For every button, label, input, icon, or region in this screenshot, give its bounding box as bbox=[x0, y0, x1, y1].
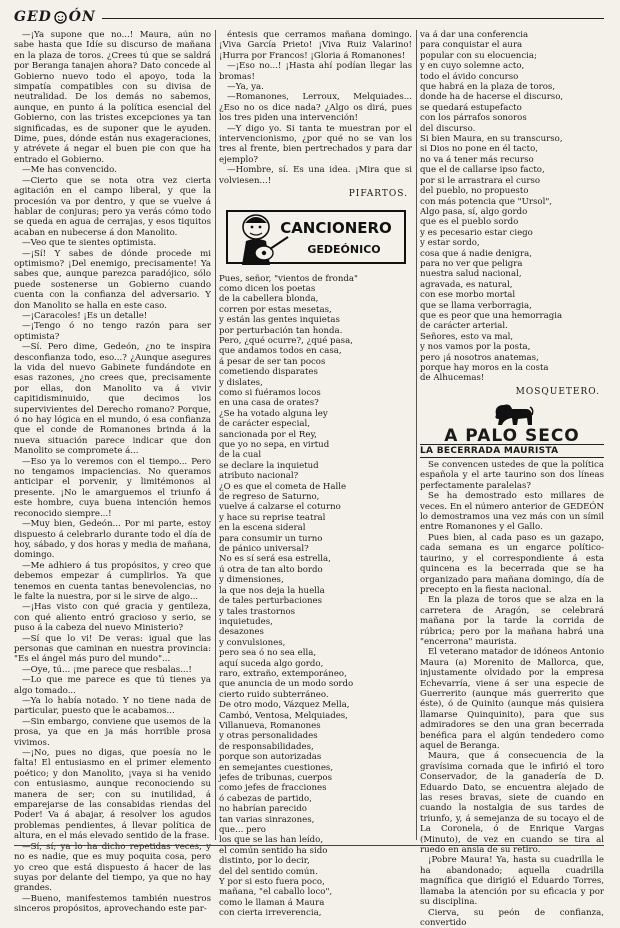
paragraph: —Sí, sí; ya lo ha dicho repetidas veces, y no es nadie, que es muy poquita cosa, pero yo creo que está dispuesto á hacer de las suyas por delante del tiempo, ya que no hay grandes. bbox=[14, 842, 211, 894]
poem-line: pero sea ó no sea ella, bbox=[219, 648, 412, 658]
poem-line: y dislates, bbox=[219, 378, 412, 388]
poem-line: con más potencia que "Ursol", bbox=[420, 197, 604, 207]
poem-line: con los párrafos sonoros bbox=[420, 113, 604, 123]
masthead-face-icon bbox=[54, 11, 67, 24]
paragraph: —¡Tengo ó no tengo razón para ser optimista? bbox=[14, 321, 211, 342]
poem-line: raro, extraño, extemporáneo, bbox=[219, 669, 412, 679]
paragraph: —Lo que me parece es que tú tienes ya algo tomado... bbox=[14, 675, 211, 696]
poem-line: en la escena sideral bbox=[219, 523, 412, 533]
poem-line: y dimensiones, bbox=[219, 575, 412, 585]
paragraph: Se convencen ustedes de que la política española y el arte taurino son dos líneas perfectamente paralelas? bbox=[420, 460, 604, 491]
paragraph: El veterano matador de idóneos Antonio Maura (a) Morenito de Mallorca, que, injustamente olvidado por la empresa Echevarría, viene á ser una especie de Guerrerito (aunque más guerrerito que éste), ó de Quinito (aunque más quisiera llamarse Quinquinito), para que sus admiradores se den una gran becerrada benéfica para el algún tendedero como aquel de Beranga. bbox=[420, 647, 604, 751]
masthead-logo bbox=[14, 9, 96, 25]
section-headline: A PALO SECO bbox=[420, 431, 604, 441]
poem-line: que habrá en la plaza de toros, bbox=[420, 82, 604, 92]
poem-line: corren por estas mesetas, bbox=[219, 305, 412, 315]
poem-line: todo el ávido concurso bbox=[420, 72, 604, 82]
bottom-rule bbox=[14, 845, 604, 846]
poem-line: vuelve á calzarse el coturno bbox=[219, 502, 412, 512]
poem-line: inquietudes, bbox=[219, 617, 412, 627]
poem-line: que es peor que una hemorragia bbox=[420, 311, 604, 321]
poem-line: Y por si esto fuera poco, bbox=[219, 877, 412, 887]
poem-line: que... pero bbox=[219, 825, 412, 835]
poem-line: agravada, es natural, bbox=[420, 280, 604, 290]
poem-line: que andamos todos en casa, bbox=[219, 346, 412, 356]
column-left bbox=[14, 30, 211, 846]
poem-continued bbox=[420, 30, 604, 384]
poem-line: Señores, esto va mal, bbox=[420, 332, 604, 342]
poem-line: como dicen los poetas bbox=[219, 284, 412, 294]
poem-line: para consumir un turno bbox=[219, 534, 412, 544]
poem-line: y estar sordo, bbox=[420, 238, 604, 248]
poem-line: del discurso. bbox=[420, 124, 604, 134]
poem-line: con cierta irreverencia, bbox=[219, 908, 412, 918]
poem-line: atributo nacional? bbox=[219, 471, 412, 481]
poem-line: Cambó, Ventosa, Melquiades, bbox=[219, 711, 412, 721]
paragraph: —Sin embargo, conviene que usemos de la prosa, ya que en ja más horrible prosa vivimos. bbox=[14, 717, 211, 748]
paragraph: —Veo que te sientes optimista. bbox=[14, 238, 211, 248]
poem-line: que el de callarse ipso facto, bbox=[420, 165, 604, 175]
poem-line: de la cual bbox=[219, 450, 412, 460]
column-middle bbox=[219, 30, 412, 846]
paragraph: —Y digo yo. Si tanta te muestran por el intervencionismo, ¿por qué no se van los tres al frente, bien pertrechados y para dar ejemplo? bbox=[219, 124, 412, 166]
poem-line: no va á tener más recurso bbox=[420, 155, 604, 165]
paragraph: éntesis que cerramos mañana domingo. ¡Viva García Prieto! ¡Viva Ruiz Valarino! ¡Hurra por Francos! ¡Gloria á Romanones! bbox=[219, 30, 412, 61]
paragraph: Pues bien, al cada paso es un gazapo, cada semana es un engarce político-taurino, y el correspondiente á esta quincena es la becerrada que se ha organizado para mañana domingo, día de precepto en la fiesta nacional. bbox=[420, 533, 604, 595]
poem-line: si Dios no pone en él tacto, bbox=[420, 144, 604, 154]
poem-line: cosa que á nadie denigra, bbox=[420, 249, 604, 259]
newspaper-page bbox=[14, 8, 604, 846]
banner-title-bottom: GEDEÓNICO bbox=[307, 243, 380, 256]
poem-line: y en cuyo solemne acto, bbox=[420, 61, 604, 71]
poem-line: nuestra salud nacional, bbox=[420, 269, 604, 279]
poem-line: de pánico universal? bbox=[219, 544, 412, 554]
poem-line: de tales perturbaciones bbox=[219, 596, 412, 606]
masthead bbox=[14, 8, 604, 26]
poem-line: como jefes de fracciones bbox=[219, 783, 412, 793]
column-divider bbox=[215, 30, 216, 840]
paragraph: —¡Has visto con qué gracia y gentileza, con qué aliento entró gracioso y serio, se puso á la cabeza del nuevo Ministerio? bbox=[14, 602, 211, 633]
poem-line: la que nos deja la huella bbox=[219, 586, 412, 596]
cancionero-banner bbox=[226, 203, 406, 271]
paragraph: En la plaza de toros que se alza en la carretera de Aragón, se celebrará mañana por la tarde la corrida de rúbrica; pero por la mañana habrá una "encerrona" maurista. bbox=[420, 595, 604, 647]
poem-line: se quedará estupefacto bbox=[420, 103, 604, 113]
poem-line: de Alhucemas! bbox=[420, 373, 604, 383]
poem-line: donde ha de hacerse el discurso, bbox=[420, 92, 604, 102]
paragraph: —Oye, tú... ¡me parece que resbalas...! bbox=[14, 665, 211, 675]
paragraph: Se ha demostrado esto millares de veces. En el número anterior de GEDEÓN lo demostramos una vez más con un símil entre Romanones y el Gallo. bbox=[420, 491, 604, 533]
paragraph: —Muy bien, Gedeón... Por mi parte, estoy dispuesto á celebrarlo durante todo el día de hoy, sábado, y dos horas y media de mañana, domingo. bbox=[14, 519, 211, 561]
poem-line: del del sentido común. bbox=[219, 867, 412, 877]
poem-line: en semejantes cuestiones, bbox=[219, 763, 412, 773]
paragraph: —Ya lo había notado. Y no tiene nada de particular, puesto que le acabamos... bbox=[14, 696, 211, 717]
poem-line: que anuncia de un modo sordo bbox=[219, 679, 412, 689]
poem-line: no habrían parecido bbox=[219, 804, 412, 814]
masthead-rule bbox=[102, 18, 604, 19]
paragraph: Cierva, su peón de confianza, convertido bbox=[420, 908, 604, 928]
poem-line: desazones bbox=[219, 627, 412, 637]
masthead-title-left: GED bbox=[14, 9, 52, 25]
poem-line: popular con su elocuencia; bbox=[420, 51, 604, 61]
poem-cancionero bbox=[219, 274, 412, 919]
poem-line: de la cabellera blonda, bbox=[219, 294, 412, 304]
poem-line: ó cabezas de partido, bbox=[219, 794, 412, 804]
poem-line: Algo pasa, sí, algo gordo bbox=[420, 207, 604, 217]
poem-line: sancionada por el Rey, bbox=[219, 430, 412, 440]
poem-line: de responsabilidades, bbox=[219, 742, 412, 752]
poem-line: por si le arrastrara el curso bbox=[420, 176, 604, 186]
poem-line: y tales trastornos bbox=[219, 607, 412, 617]
lion-icon bbox=[490, 399, 534, 429]
poem-line: de carácter especial, bbox=[219, 419, 412, 429]
paragraph: —Romanones, Lerroux, Melquiades... ¿Eso no os dice nada? ¿Algo os dirá, pues los tres piden una intervención! bbox=[219, 92, 412, 123]
poem-line: los que se las han leído, bbox=[219, 835, 412, 845]
poem-line: cometiendo disparates bbox=[219, 367, 412, 377]
poem-line: ¿Se ha votado alguna ley bbox=[219, 409, 412, 419]
article-subhead: LA BECERRADA MAURISTA bbox=[420, 444, 604, 458]
poem-line: que se llama verborragia, bbox=[420, 301, 604, 311]
poem-line: en una casa de orates? bbox=[219, 398, 412, 408]
poem-line: Si bien Maura, en su transcurso, bbox=[420, 134, 604, 144]
paragraph: —¡Caracoles! ¡Es un detalle! bbox=[14, 311, 211, 321]
poem-line: y convulsiones, bbox=[219, 638, 412, 648]
poem-line: y están las gentes inquietas bbox=[219, 315, 412, 325]
banner-title-top: CANCIONERO bbox=[280, 219, 392, 237]
paragraph: —Eso ya lo veremos con el tiempo... Pero no tengamos impaciencias. No queramos anticipar el porvenir, y limitémonos al presente. ¡No le amarguemos el triunfo á este hombre, cuya buena intención hemos reconocido siempre...! bbox=[14, 457, 211, 519]
poem-line: para conquistar el aura bbox=[420, 40, 604, 50]
paragraph: —Ya, ya. bbox=[219, 82, 412, 92]
poem-line: jefes de tribunas, cuerpos bbox=[219, 773, 412, 783]
poem-line: que yo no sepa, en virtud bbox=[219, 440, 412, 450]
column-right bbox=[420, 30, 604, 846]
poem-line: va á dar una conferencia bbox=[420, 30, 604, 40]
paragraph: —Hombre, sí. Es una idea. ¡Mira que si volviesen...! bbox=[219, 165, 412, 186]
poem-line: tan varias sinrazones, bbox=[219, 815, 412, 825]
poem-line: mañana, "el caballo loco", bbox=[219, 887, 412, 897]
poem-line: que es el pueblo sordo bbox=[420, 217, 604, 227]
poem-line: para no ver que peligra bbox=[420, 259, 604, 269]
poem-line: y hace su reprise teatral bbox=[219, 513, 412, 523]
poem-line: No es sí será esa estrella, bbox=[219, 554, 412, 564]
masthead-title-right: ÓN bbox=[69, 9, 96, 25]
column-divider bbox=[416, 30, 417, 840]
poem-line: ¿O es que el cometa de Halle bbox=[219, 482, 412, 492]
poem-line: de carácter arterial. bbox=[420, 321, 604, 331]
poem-line: á pesar de ser tan pocos bbox=[219, 357, 412, 367]
paragraph: —¡Sí! Y sabes de dónde procede mi optimismo? ¡Del enemigo, precisamente! Ya sabes que, aunque parezca paradójico, sólo puede sostenerse un Gobierno cuando cuenta con la confianza del adversario. Y don Manolito se halla en este caso. bbox=[14, 249, 211, 311]
paragraph: —¡Ya supone que no...! Maura, aún no sabe hasta que Idíe su discurso de mañana en la plaza de toros. ¿Crees tú que se saldrá por Beranga tanajen ahora? Dato concede al Gobierno nuevo todo el apoyo, toda la simpatía compatibles con su divisa de neutralidad. De los demás no sabemos, aunque, en punto á la política esencial del Gobierno, con las tristes excepciones ya tan significadas, es de suponer que le ayuden. Dime, pues, dónde están nus exageraciones, y atrévete á negar el buen pie con que ha entrado el Gobierno. bbox=[14, 30, 211, 165]
poem-line: del pueblo, no propuesto bbox=[420, 186, 604, 196]
paragraph: —¡No, pues no digas, que poesía no le falta! El entusiasmo en el primer elemento poético; y don Manolito, ¡vaya si ha venido con entusiasmo, aunque reconociendo su manera de ser; con su inutilidad, á emparejarse de las consabidas riendas del Poder! Va á abajar, á resolver los agudos problemas pendientes, á llevar política de altura, en el más elevado sentido de la frase. bbox=[14, 748, 211, 842]
poem-line: Pues, señor, "vientos de fronda" bbox=[219, 274, 412, 284]
paragraph: —Sí. Pero dime, Gedeón, ¿no te inspira desconfianza todo, eso...? ¿Aunque asegures la vida del nuevo Gabinete fundándote en esas razones, ¿no crees que, precisamente por ellas, don Manolito va á vivir capitidisminuido, que decimos los supervivientes del Derecho romano? Porque, ó no hay lógica en el mundo, ó esa confianza que el conde de Romanones brinda á la nueva situación parece indicar que don Manolito se compromete á... bbox=[14, 342, 211, 456]
poem-line: y nos vamos por la posta, bbox=[420, 342, 604, 352]
poem-line: Villanueva, Romanones bbox=[219, 721, 412, 731]
poem-line: como si fuéramos locos bbox=[219, 388, 412, 398]
poem-line: y es pecesario estar ciego bbox=[420, 228, 604, 238]
poem-line: pero ¡á nosotros anatemas, bbox=[420, 353, 604, 363]
paragraph: Maura, que á consecuencia de la gravísima cornada que le infirió el toro Conservador, de la ganadería de D. Eduardo Dato, se encuentra alejado de las reses bravas, siete de cuando en cuando la nostalgia de sus tardes de triunfo, y, á semejanza de su tocayo el de La Coronela, ó de Enrique Vargas (Minuto), de vez en cuando se tira al ruedo en ansia de su retiro. bbox=[420, 751, 604, 855]
paragraph: —Bueno, manifestemos también nuestros sinceros propósitos, aprovechando este par- bbox=[14, 894, 211, 915]
poem-line: con ese morbo mortal bbox=[420, 290, 604, 300]
poem-line: y otras personalidades bbox=[219, 731, 412, 741]
poem-line: porque hay moros en la costa bbox=[420, 363, 604, 373]
signature: MOSQUETERO. bbox=[420, 387, 600, 397]
paragraph: —Me adhiero á tus propósitos, y creo que debemos empezar á cumplirlos. Ya que tenemos en cuenta tantas benevolencias, no le falte la nuestra, por si le sirve de algo... bbox=[14, 561, 211, 603]
paragraph: —Sí que lo vi! De veras: igual que las personas que caminan en nuestra provincia: "Es el ángel más puro del mundo"... bbox=[14, 634, 211, 665]
paragraph: —¡Eso no...! ¡Hasta ahí podían llegar las bromas! bbox=[219, 61, 412, 82]
poem-line: aquí suceda algo gordo, bbox=[219, 659, 412, 669]
poem-line: de regreso de Saturno, bbox=[219, 492, 412, 502]
paragraph: —Me has convencido. bbox=[14, 165, 211, 175]
poem-line: Pero, ¿qué ocurre?, ¿qué pasa, bbox=[219, 336, 412, 346]
poem-line: cierto ruido subterráneo. bbox=[219, 690, 412, 700]
poem-line: distinto, por lo decir, bbox=[219, 856, 412, 866]
paragraph: —Cierto que se nota otra vez cierta agitación en el campo liberal, y que la procesión va por dentro, y que se vuelve á hablar de conjuras; pero ya verás cómo todo se queda en agua de cerrajas, y esos tiquitos acaban en nubecerse á don Manolito. bbox=[14, 176, 211, 238]
poem-line: se declare la inquietud bbox=[219, 461, 412, 471]
poem-line: por perturbación tan honda. bbox=[219, 326, 412, 336]
poem-line: ú otra de tan alto bordo bbox=[219, 565, 412, 575]
poem-line: el común sentido ha sido bbox=[219, 846, 412, 856]
paragraph: ¡Pobre Maura! Ya, hasta su cuadrilla le ha abandonado; aquella cuadrilla magnífica que dirigió el Eduardo Torres, llamaba la atención por su eficacia y por su disciplina. bbox=[420, 855, 604, 907]
poem-line: De otro modo, Vázquez Mella, bbox=[219, 700, 412, 710]
poem-line: como le llaman á Maura bbox=[219, 898, 412, 908]
poem-line: porque son autorizadas bbox=[219, 752, 412, 762]
signature: PIFARTOS. bbox=[219, 189, 408, 199]
